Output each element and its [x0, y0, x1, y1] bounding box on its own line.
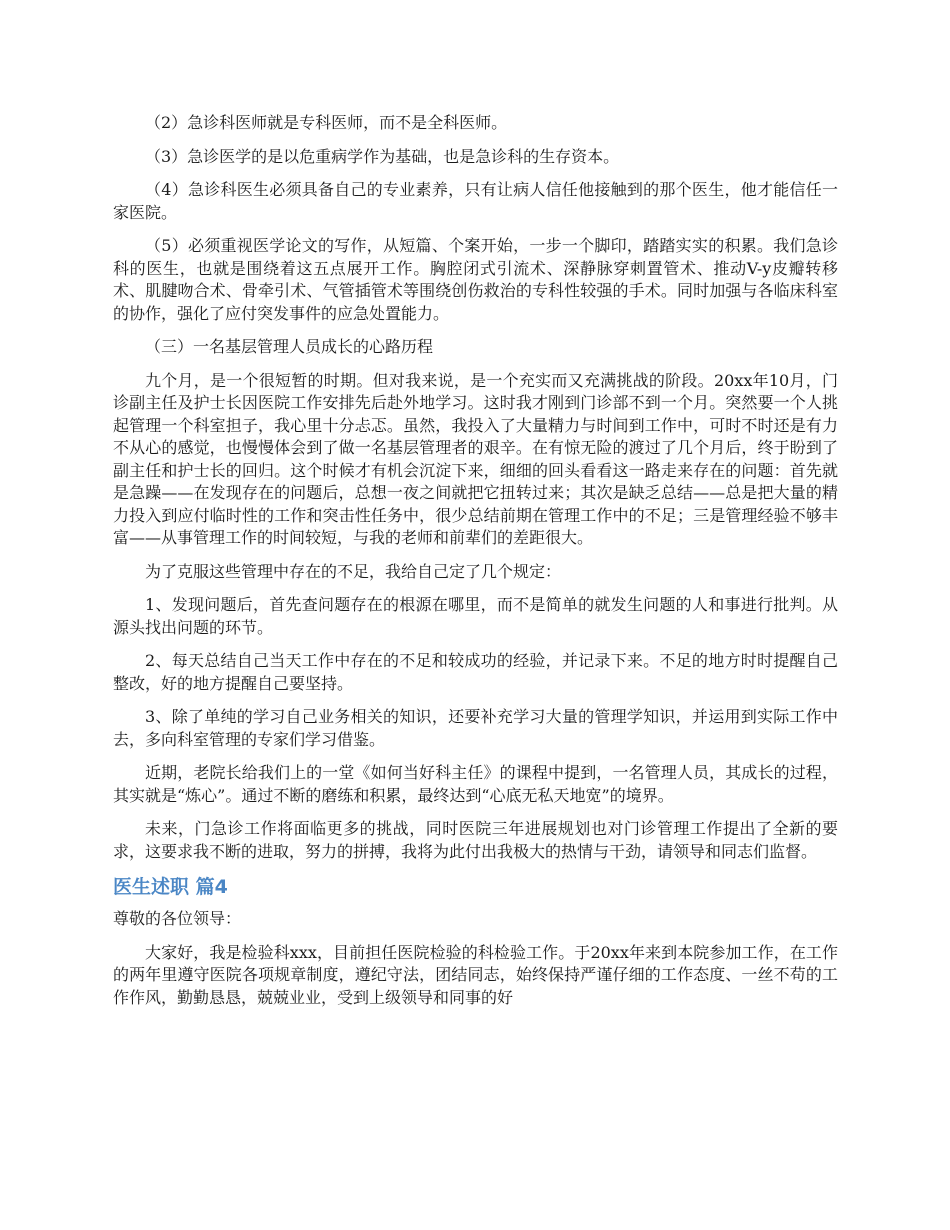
- paragraph-rules-intro: 为了克服这些管理中存在的不足，我给自己定了几个规定：: [145, 561, 562, 581]
- paragraph-item-5: （5）必须重视医学论文的写作，从短篇、个案开始，一步一个脚印，踏踏实实的积累。我们急诊科的医生，也就是围绕着这五点展开工作。胸腔闭式引流术、深静脉穿刺置管术、推动V-y皮瓣转移术、肌腱吻合术、骨牵引术、气管插管术等围绕创伤救治的专科性较强的手术。同时加强与各临床科室的协作，强化了应付突发事件的应急处置能力。: [113, 236, 838, 323]
- salutation: 尊敬的各位领导：: [113, 909, 242, 928]
- paragraph-item-4: （4）急诊科医生必须具备自己的专业素养，只有让病人信任他接触到的那个医生，他才能信任一家医院。: [113, 180, 838, 222]
- paragraph-rule-3: 3、除了单纯的学习自己业务相关的知识，还要补充学习大量的管理学知识，并运用到实际工作中去，多向科室管理的专家们学习借鉴。: [113, 707, 838, 749]
- paragraph-rule-2: 2、每天总结自己当天工作中存在的不足和较成功的经验，并记录下来。不足的地方时时提醒自己整改，好的地方提醒自己要坚持。: [113, 651, 838, 693]
- paragraph-intro: 大家好，我是检验科xxx，目前担任医院检验的科检验工作。于20xx年来到本院参加工作，在工作的两年里遵守医院各项规章制度，遵纪守法，团结同志，始终保持严谨仔细的工作态度、一丝不苟的工作作风，勤勤恳恳，兢兢业业，受到上级领导和同事的好: [113, 942, 838, 1007]
- paragraph-item-3: （3）急诊医学的是以危重病学作为基础，也是急诊科的生存资本。: [145, 146, 620, 166]
- subsection-heading: （三）一名基层管理人员成长的心路历程: [145, 337, 434, 356]
- paragraph-item-2: （2）急诊科医师就是专科医师，而不是全科医师。: [145, 113, 508, 132]
- section-title: 医生述职 篇4: [113, 876, 228, 898]
- paragraph-future: 未来，门急诊工作将面临更多的挑战，同时医院三年进展规划也对门诊管理工作提出了全新的要求，这要求我不断的进取，努力的拼搏，我将为此付出我极大的热情与干劲，请领导和同志们监督。: [113, 819, 838, 861]
- paragraph-nine-months: 九个月，是一个很短暂的时期。但对我来说，是一个充实而又充满挑战的阶段。20xx年10月，门诊副主任及护士长因医院工作安排先后赴外地学习。这时我才刚到门诊部不到一个月。突然要一个人挑起管理一个科室担子，我心里十分忐忑。虽然，我投入了大量精力与时间到工作中，可时不时还是有力不从心的感觉，也慢慢体会到了做一名基层管理者的艰辛。在有惊无险的渡过了几个月后，终于盼到了副主任和护士长的回归。这个时候才有机会沉淀下来，细细的回头看看这一路走来存在的问题：首先就是急躁——在发现存在的问题后，总想一夜之间就把它扭转过来；其次是缺乏总结——总是把大量的精力投入到应付临时性的工作和突击性任务中，很少总结前期在管理工作中的不足；三是管理经验不够丰富——从事管理工作的时间较短，与我的老师和前辈们的差距很大。: [113, 370, 838, 547]
- document-body: [113, 112, 838, 1020]
- paragraph-rule-1: 1、发现问题后，首先查问题存在的根源在哪里，而不是简单的就发生问题的人和事进行批判。从源头找出问题的环节。: [113, 595, 838, 637]
- paragraph-recent: 近期，老院长给我们上的一堂《如何当好科主任》的课程中提到，一名管理人员，其成长的过程，其实就是“炼心”。通过不断的磨练和积累，最终达到“心底无私天地宽”的境界。: [113, 763, 838, 805]
